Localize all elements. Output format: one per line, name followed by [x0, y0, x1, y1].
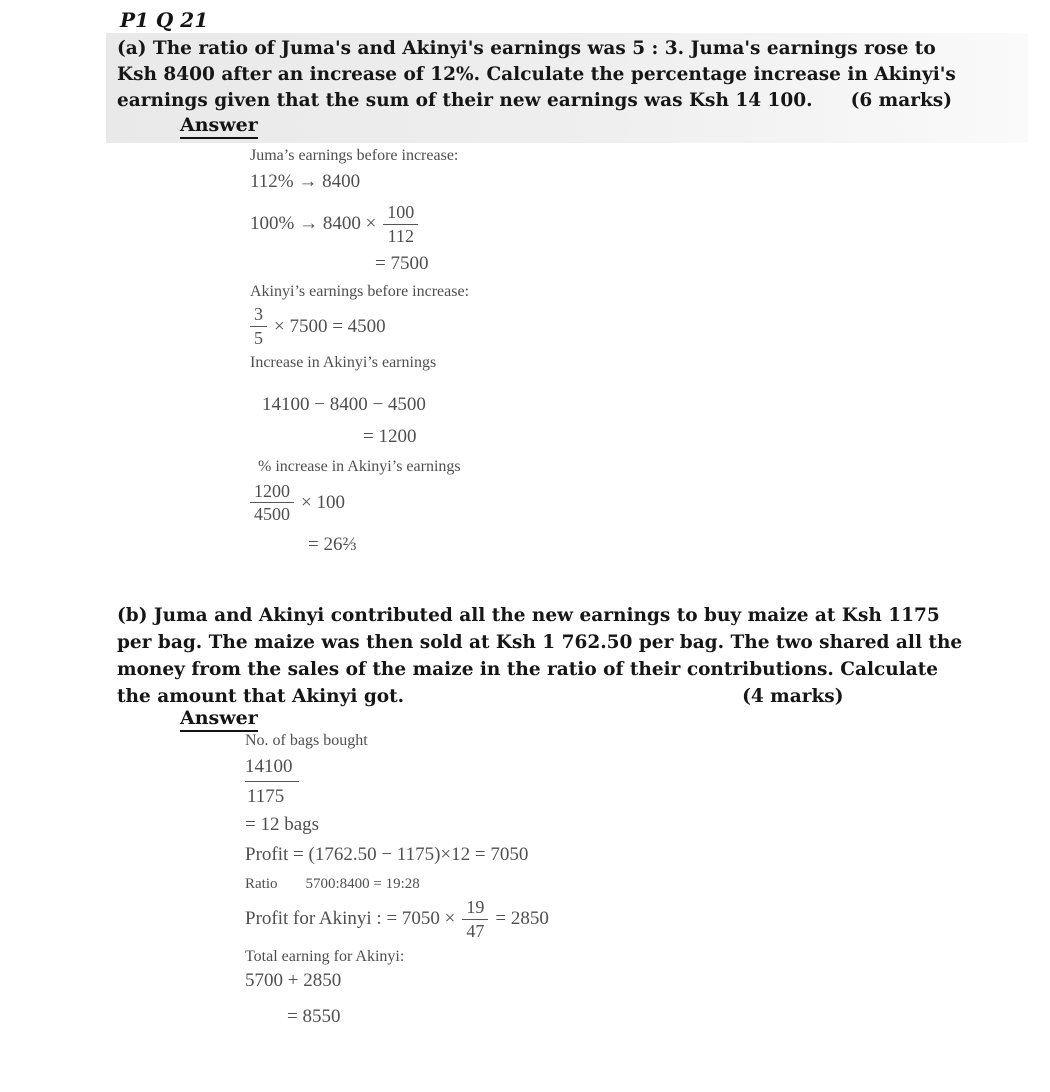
- solution-label: Total earning for Akinyi:: [245, 948, 405, 966]
- math-text: × 100: [301, 491, 345, 513]
- part-a-question: [117, 36, 1032, 114]
- math-line: 14100 − 8400 − 4500: [262, 393, 426, 415]
- math-text: Profit for Akinyi : = 7050 ×: [245, 908, 456, 930]
- math-line: 112% → 8400: [250, 171, 361, 192]
- math-text: × 7500 = 4500: [274, 315, 386, 337]
- solution-label: Akinyi’s earnings before increase:: [250, 283, 470, 301]
- fraction-denominator: 5: [254, 328, 263, 349]
- fraction: [383, 202, 418, 246]
- fraction-denominator: 4500: [254, 504, 290, 525]
- solution-label: Juma’s earnings before increase:: [250, 147, 459, 164]
- math-result: = 1200: [363, 425, 417, 447]
- fraction-denominator: 1175: [247, 786, 285, 807]
- question-line: (a) The ratio of Juma's and Akinyi's earnings was 5 : 3. Juma's earnings rose to: [117, 38, 936, 59]
- question-line: money from the sales of the maize in the ratio of their contributions. Calculate: [117, 659, 939, 680]
- fraction-numerator: 19: [462, 897, 488, 920]
- marks-label: (4 marks): [742, 686, 844, 707]
- question-line: [117, 683, 1032, 710]
- solution-label: % increase in Akinyi’s earnings: [258, 457, 461, 475]
- marks-label: (6 marks): [850, 90, 952, 111]
- ratio-line: [245, 875, 549, 893]
- solution-a: [250, 146, 469, 557]
- math-result: = 26⅔: [308, 534, 357, 556]
- math-line: [250, 202, 469, 246]
- math-text: 100% → 8400 ×: [250, 213, 377, 235]
- question-line: Ksh 8400 after an increase of 12%. Calculate the percentage increase in Akinyi's: [117, 64, 956, 85]
- fraction-numerator: 100: [383, 202, 418, 225]
- answer-heading-a: Answer: [180, 114, 258, 139]
- display-fraction: [245, 755, 549, 809]
- page-title: P1 Q 21: [120, 8, 209, 32]
- math-text: = 2850: [495, 908, 549, 930]
- math-line: [250, 304, 469, 348]
- math-line: [250, 481, 469, 525]
- fraction-numerator: 3: [250, 304, 267, 327]
- question-line: [117, 88, 1032, 114]
- ratio-value: 5700:8400 = 19:28: [305, 876, 420, 892]
- question-line-text: the amount that Akinyi got.: [117, 686, 405, 707]
- fraction: [250, 481, 294, 525]
- part-b-question: [117, 602, 1032, 710]
- solution-label: Increase in Akinyi’s earnings: [250, 353, 437, 371]
- fraction: [462, 897, 488, 941]
- question-line: per bag. The maize was then sold at Ksh 1 762.50 per bag. The two shared all the: [117, 632, 963, 653]
- math-line: 5700 + 2850: [245, 970, 342, 992]
- solution-label: No. of bags bought: [245, 732, 368, 749]
- fraction-numerator: 14100: [245, 755, 299, 782]
- math-result: = 12 bags: [245, 814, 320, 835]
- math-result: = 8550: [287, 1006, 341, 1028]
- math-line: [245, 897, 549, 941]
- fraction-denominator: 47: [466, 920, 485, 941]
- solution-b: [245, 731, 549, 1029]
- answer-heading-b: Answer: [180, 707, 258, 732]
- fraction-numerator: 1200: [250, 481, 294, 504]
- question-line: (b) Juma and Akinyi contributed all the new earnings to buy maize at Ksh 1175: [117, 605, 940, 626]
- math-line: Profit = (1762.50 − 1175)×12 = 7050: [245, 844, 529, 865]
- fraction: [250, 304, 267, 348]
- ratio-label: Ratio: [245, 876, 278, 892]
- question-line-text: earnings given that the sum of their new earnings was Ksh 14 100.: [117, 90, 813, 111]
- fraction-denominator: 112: [387, 225, 414, 246]
- math-result: = 7500: [375, 253, 429, 275]
